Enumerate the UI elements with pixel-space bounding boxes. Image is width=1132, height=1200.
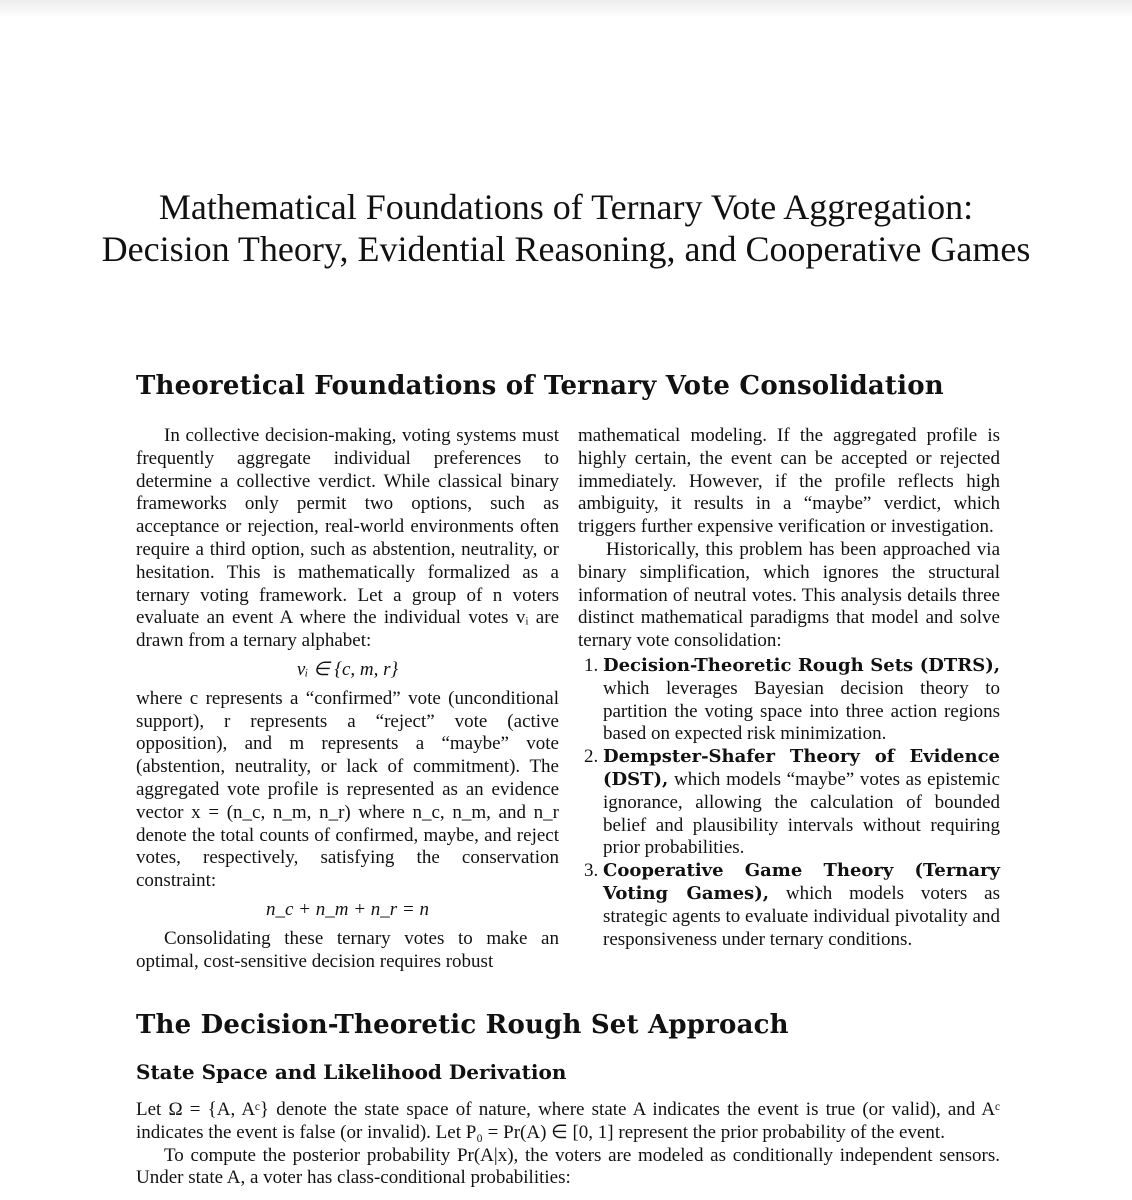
list-item	[603, 655, 1000, 746]
list-item-text: which models voters as strategic agents to evaluate individual pivotality and responsiveness under ternary conditions.	[603, 882, 1000, 950]
title-line-1: Mathematical Foundations of Ternary Vote Aggregation:	[158, 187, 974, 227]
section-heading-dtrs: The Decision-Theoretic Rough Set Approach	[136, 1010, 789, 1040]
paper-title	[60, 186, 1072, 270]
list-item-term: Dempster-Shafer Theory of Evidence (DST),	[603, 746, 1000, 790]
paragraph: Let Ω = {A, Aᶜ} denote the state space of nature, where state A indicates the event is true (or valid), and Aᶜ indicates the event is false (or invalid). Let P₀ = Pr(A) ∈ [0, 1] represent the prior probability of the event.	[136, 1099, 1000, 1143]
paragraph: Consolidating these ternary votes to make an optimal, cost-sensitive decision requires robust	[136, 927, 559, 972]
list-item-term: Cooperative Game Theory (Ternary Voting Games),	[603, 860, 1000, 904]
paragraph: To compute the posterior probability Pr(A|x), the voters are modeled as conditionally independent sensors. Under state A, a voter has class-conditional probabilities:	[136, 1144, 1000, 1189]
subsection-heading: State Space and Likelihood Derivation	[136, 1060, 567, 1084]
list-item	[603, 746, 1000, 860]
list-item-term: Decision-Theoretic Rough Sets (DTRS),	[603, 654, 1000, 676]
top-shadow	[0, 0, 1132, 18]
left-column	[136, 425, 559, 973]
list-item	[603, 860, 1000, 951]
list-item-text: which leverages Bayesian decision theory to partition the voting space into three action regions based on expected risk minimization.	[603, 677, 1000, 745]
paragraph: In collective decision-making, voting systems must frequently aggregate individual preferences to determine a collective verdict. While classical binary frameworks only permit two options, such as acceptance or rejection, real-world environments often require a third option, such as abstention, neutrality, or hesitation. This is mathematically formalized as a ternary voting framework. Let a group of n voters evaluate an event A where the individual votes vᵢ are drawn from a ternary alphabet:	[136, 425, 559, 652]
equation-ternary-alphabet: vᵢ ∈ {c, m, r}	[296, 658, 399, 680]
right-column	[578, 425, 1000, 951]
paragraph: mathematical modeling. If the aggregated profile is highly certain, the event can be accepted or rejected immediately. However, if the profile reflects high ambiguity, it results in a “maybe” verdict, which triggers further expensive verification or investigation.	[578, 425, 1000, 538]
list-item-text: which models “maybe” votes as epistemic ignorance, allowing the calculation of bounded belief and plausibility intervals without requiring prior probabilities.	[603, 768, 1000, 859]
paragraph: Historically, this problem has been approached via binary simplification, which ignores the structural information of neutral votes. This analysis details three distinct mathematical paradigms that model and solve ternary vote consolidation:	[578, 538, 1000, 652]
body-text	[136, 1099, 1000, 1190]
section-heading-foundations: Theoretical Foundations of Ternary Vote Consolidation	[136, 371, 944, 401]
paragraph: where c represents a “confirmed” vote (unconditional support), r represents a “reject” vote (active opposition), and m represents a “maybe” vote (abstention, neutrality, or lack of commitment). The aggregated vote profile is represented as an evidence vector x = (n_c, n_m, n_r) where n_c, n_m, and n_r denote the total counts of confirmed, maybe, and reject votes, respectively, satisfying the conservation constraint:	[136, 687, 559, 892]
paradigm-list	[578, 655, 1000, 951]
title-line-2: Decision Theory, Evidential Reasoning, and Cooperative Games	[101, 229, 1031, 269]
equation-conservation: n_c + n_m + n_r = n	[265, 898, 429, 920]
